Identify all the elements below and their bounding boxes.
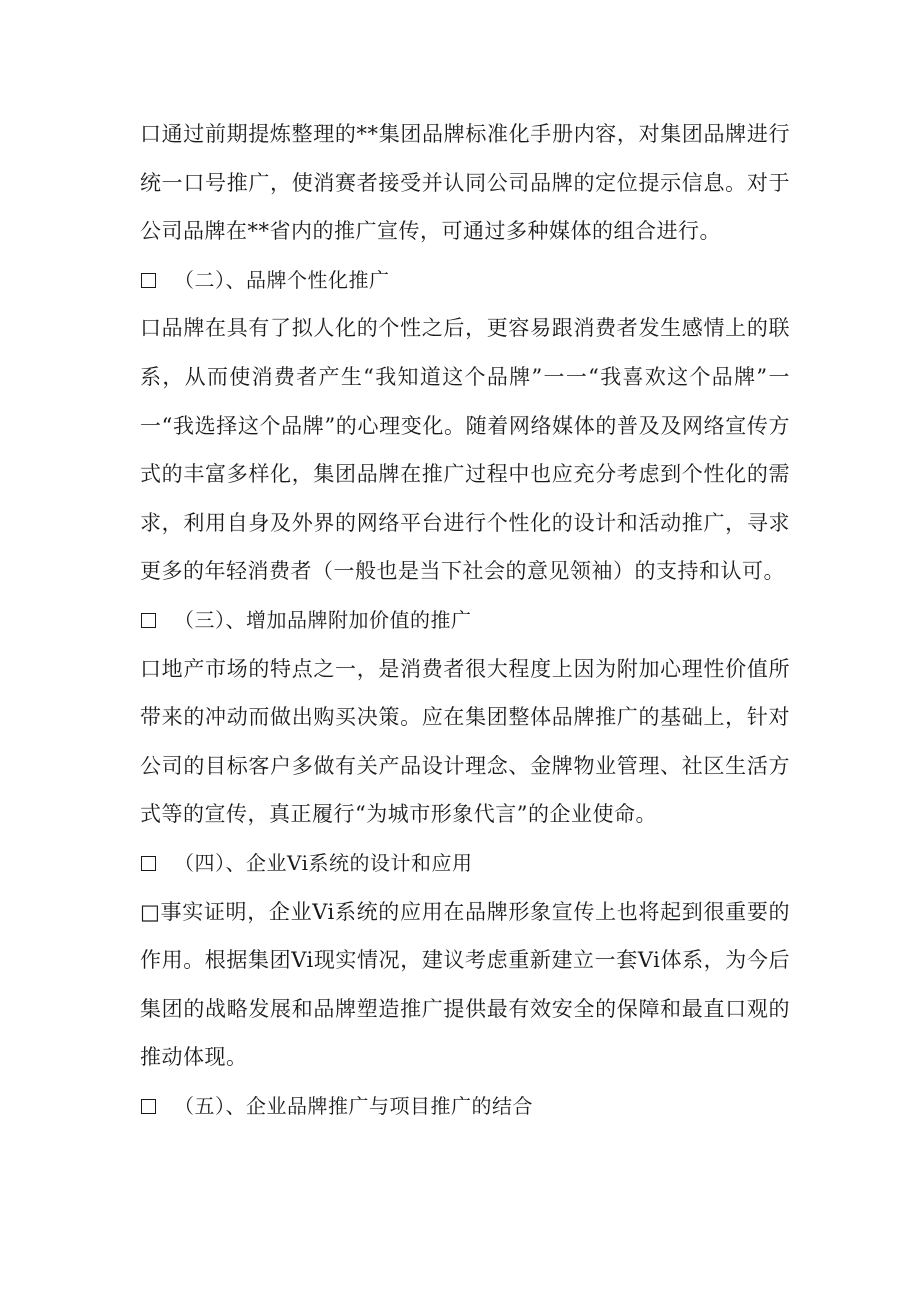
section-heading-text: （三）、增加品牌附加价值的推广 [174,607,472,632]
section-heading-vi-system [140,839,790,888]
checkbox-square-icon [141,1099,156,1114]
paragraph-added-value: 口地产市场的特点之一，是消费者很大程度上因为附加心理性价值所带来的冲动而做出购买决策。应在集团整体品牌推广的基础上，针对公司的目标客户多做有关产品设计理念、金牌物业管理、社区生活方式等的宣传，真正履行“为城市形象代言”的企业使命。 [140,656,790,827]
section-heading-text: （四）、企业Vi系统的设计和应用 [174,850,473,875]
section-heading-added-value [140,596,790,645]
document-body [140,110,790,1130]
paragraph-vi-system: □事实证明，企业Vi系统的应用在品牌形象宣传上也将起到很重要的作用。根据集团Vi现实情况，建议考虑重新建立一套Vi体系，为今后集团的战略发展和品牌塑造推广提供最有效安全的保障和最直口观的推动体现。 [140,899,790,1070]
paragraph-unified-slogan: 口通过前期提炼整理的**集团品牌标准化手册内容，对集团品牌进行统一口号推广，使消赛者接受并认同公司品牌的定位提示信息。对于公司品牌在**省内的推广宣传，可通过多种媒体的组合进行。 [140,122,790,244]
checkbox-square-icon [141,856,156,871]
checkbox-square-icon [141,613,156,628]
section-heading-text: （五）、企业品牌推广与项目推广的结合 [174,1093,533,1118]
paragraph-personalization: 口品牌在具有了拟人化的个性之后，更容易跟消费者发生感情上的联系，从而使消费者产生“我知道这个品牌”一一“我喜欢这个品牌”一一“我选择这个品牌”的心理变化。随着网络媒体的普及及网络宣传方式的丰富多样化，集团品牌在推广过程中也应充分考虑到个性化的需求，利用自身及外界的网络平台进行个性化的设计和活动推广，寻求更多的年轻消费者（一般也是当下社会的意见领袖）的支持和认可。 [140,316,790,584]
section-heading-text: （二）、品牌个性化推广 [174,267,390,292]
checkbox-square-icon [141,273,156,288]
section-heading-personalization [140,256,790,305]
section-heading-brand-project [140,1082,790,1131]
